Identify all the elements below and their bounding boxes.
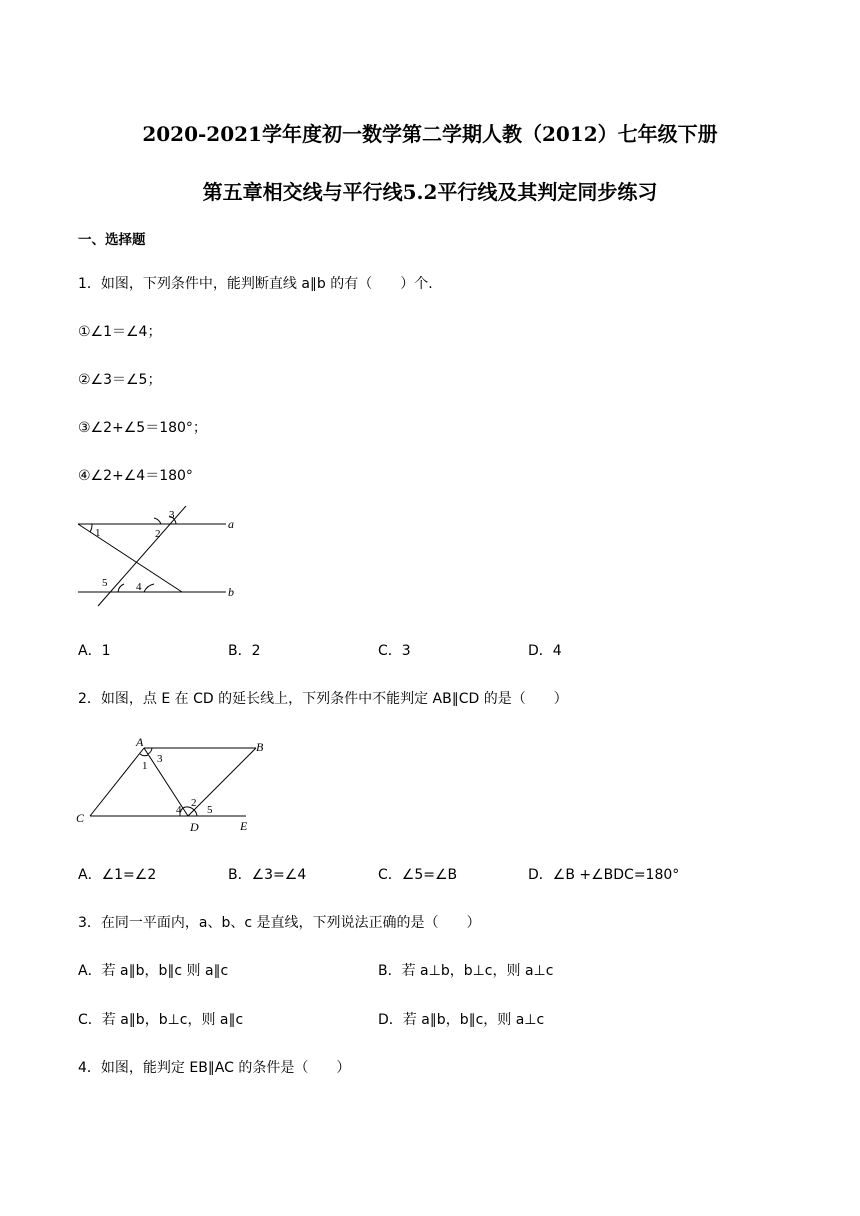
q1-condition-4: ④∠2+∠4＝180° bbox=[78, 468, 193, 484]
label-4: 4 bbox=[136, 581, 142, 593]
q1-figure bbox=[70, 500, 250, 612]
document-title-line1: 2020-2021学年度初一数学第二学期人教（2012）七年级下册 bbox=[142, 122, 718, 146]
label-B: B bbox=[256, 740, 264, 754]
q1-stem: 1．如图，下列条件中，能判断直线 a∥b 的有（ ）个. bbox=[78, 276, 433, 292]
section-heading: 一、选择题 bbox=[78, 232, 146, 248]
label-1: 1 bbox=[142, 760, 148, 772]
label-b: b bbox=[228, 585, 234, 599]
label-E: E bbox=[240, 819, 248, 833]
q1-condition-1: ①∠1＝∠4； bbox=[78, 324, 162, 340]
label-2: 2 bbox=[191, 797, 197, 809]
q3-option-c: C．若 a∥b，b⊥c，则 a∥c bbox=[78, 1012, 244, 1028]
q3-option-a: A．若 a∥b，b∥c 则 a∥c bbox=[78, 963, 229, 979]
label-C: C bbox=[76, 811, 85, 825]
label-3: 3 bbox=[157, 753, 163, 765]
q1-option-b: B．2 bbox=[228, 643, 261, 659]
q2-option-a: A．∠1=∠2 bbox=[78, 867, 157, 883]
label-4: 4 bbox=[176, 804, 182, 816]
label-1: 1 bbox=[95, 527, 101, 539]
label-D: D bbox=[190, 820, 199, 834]
q2-option-c: C．∠5=∠B bbox=[378, 867, 458, 883]
label-A: A bbox=[136, 735, 144, 749]
label-3: 3 bbox=[169, 509, 175, 521]
q1-option-a: A．1 bbox=[78, 643, 111, 659]
segment-ac bbox=[90, 748, 144, 816]
q1-option-c: C．3 bbox=[378, 643, 411, 659]
q3-option-b: B．若 a⊥b，b⊥c，则 a⊥c bbox=[378, 963, 554, 979]
q1-condition-3: ③∠2+∠5＝180°； bbox=[78, 420, 207, 436]
label-5: 5 bbox=[207, 804, 213, 816]
label-a: a bbox=[228, 517, 234, 531]
q3-stem: 3．在同一平面内，a、b、c 是直线，下列说法正确的是（ ） bbox=[78, 915, 481, 931]
segment-bd bbox=[188, 748, 256, 816]
q2-option-b: B．∠3=∠4 bbox=[228, 867, 307, 883]
q1-condition-2: ②∠3＝∠5； bbox=[78, 372, 162, 388]
q4-stem: 4．如图，能判定 EB∥AC 的条件是（ ） bbox=[78, 1060, 351, 1076]
q2-option-d: D．∠B +∠BDC=180° bbox=[528, 867, 680, 883]
label-5: 5 bbox=[102, 577, 108, 589]
q1-option-d: D．4 bbox=[528, 643, 562, 659]
label-2: 2 bbox=[155, 528, 161, 540]
q3-option-d: D．若 a∥b，b∥c，则 a⊥c bbox=[378, 1012, 545, 1028]
q2-figure bbox=[70, 730, 280, 840]
q2-stem: 2．如图，点 E 在 CD 的延长线上，下列条件中不能判定 AB∥CD 的是（ ） bbox=[78, 691, 568, 707]
transversal-2 bbox=[98, 506, 186, 606]
transversal-1 bbox=[78, 524, 182, 592]
document-title-line2: 第五章相交线与平行线5.2平行线及其判定同步练习 bbox=[202, 180, 658, 204]
